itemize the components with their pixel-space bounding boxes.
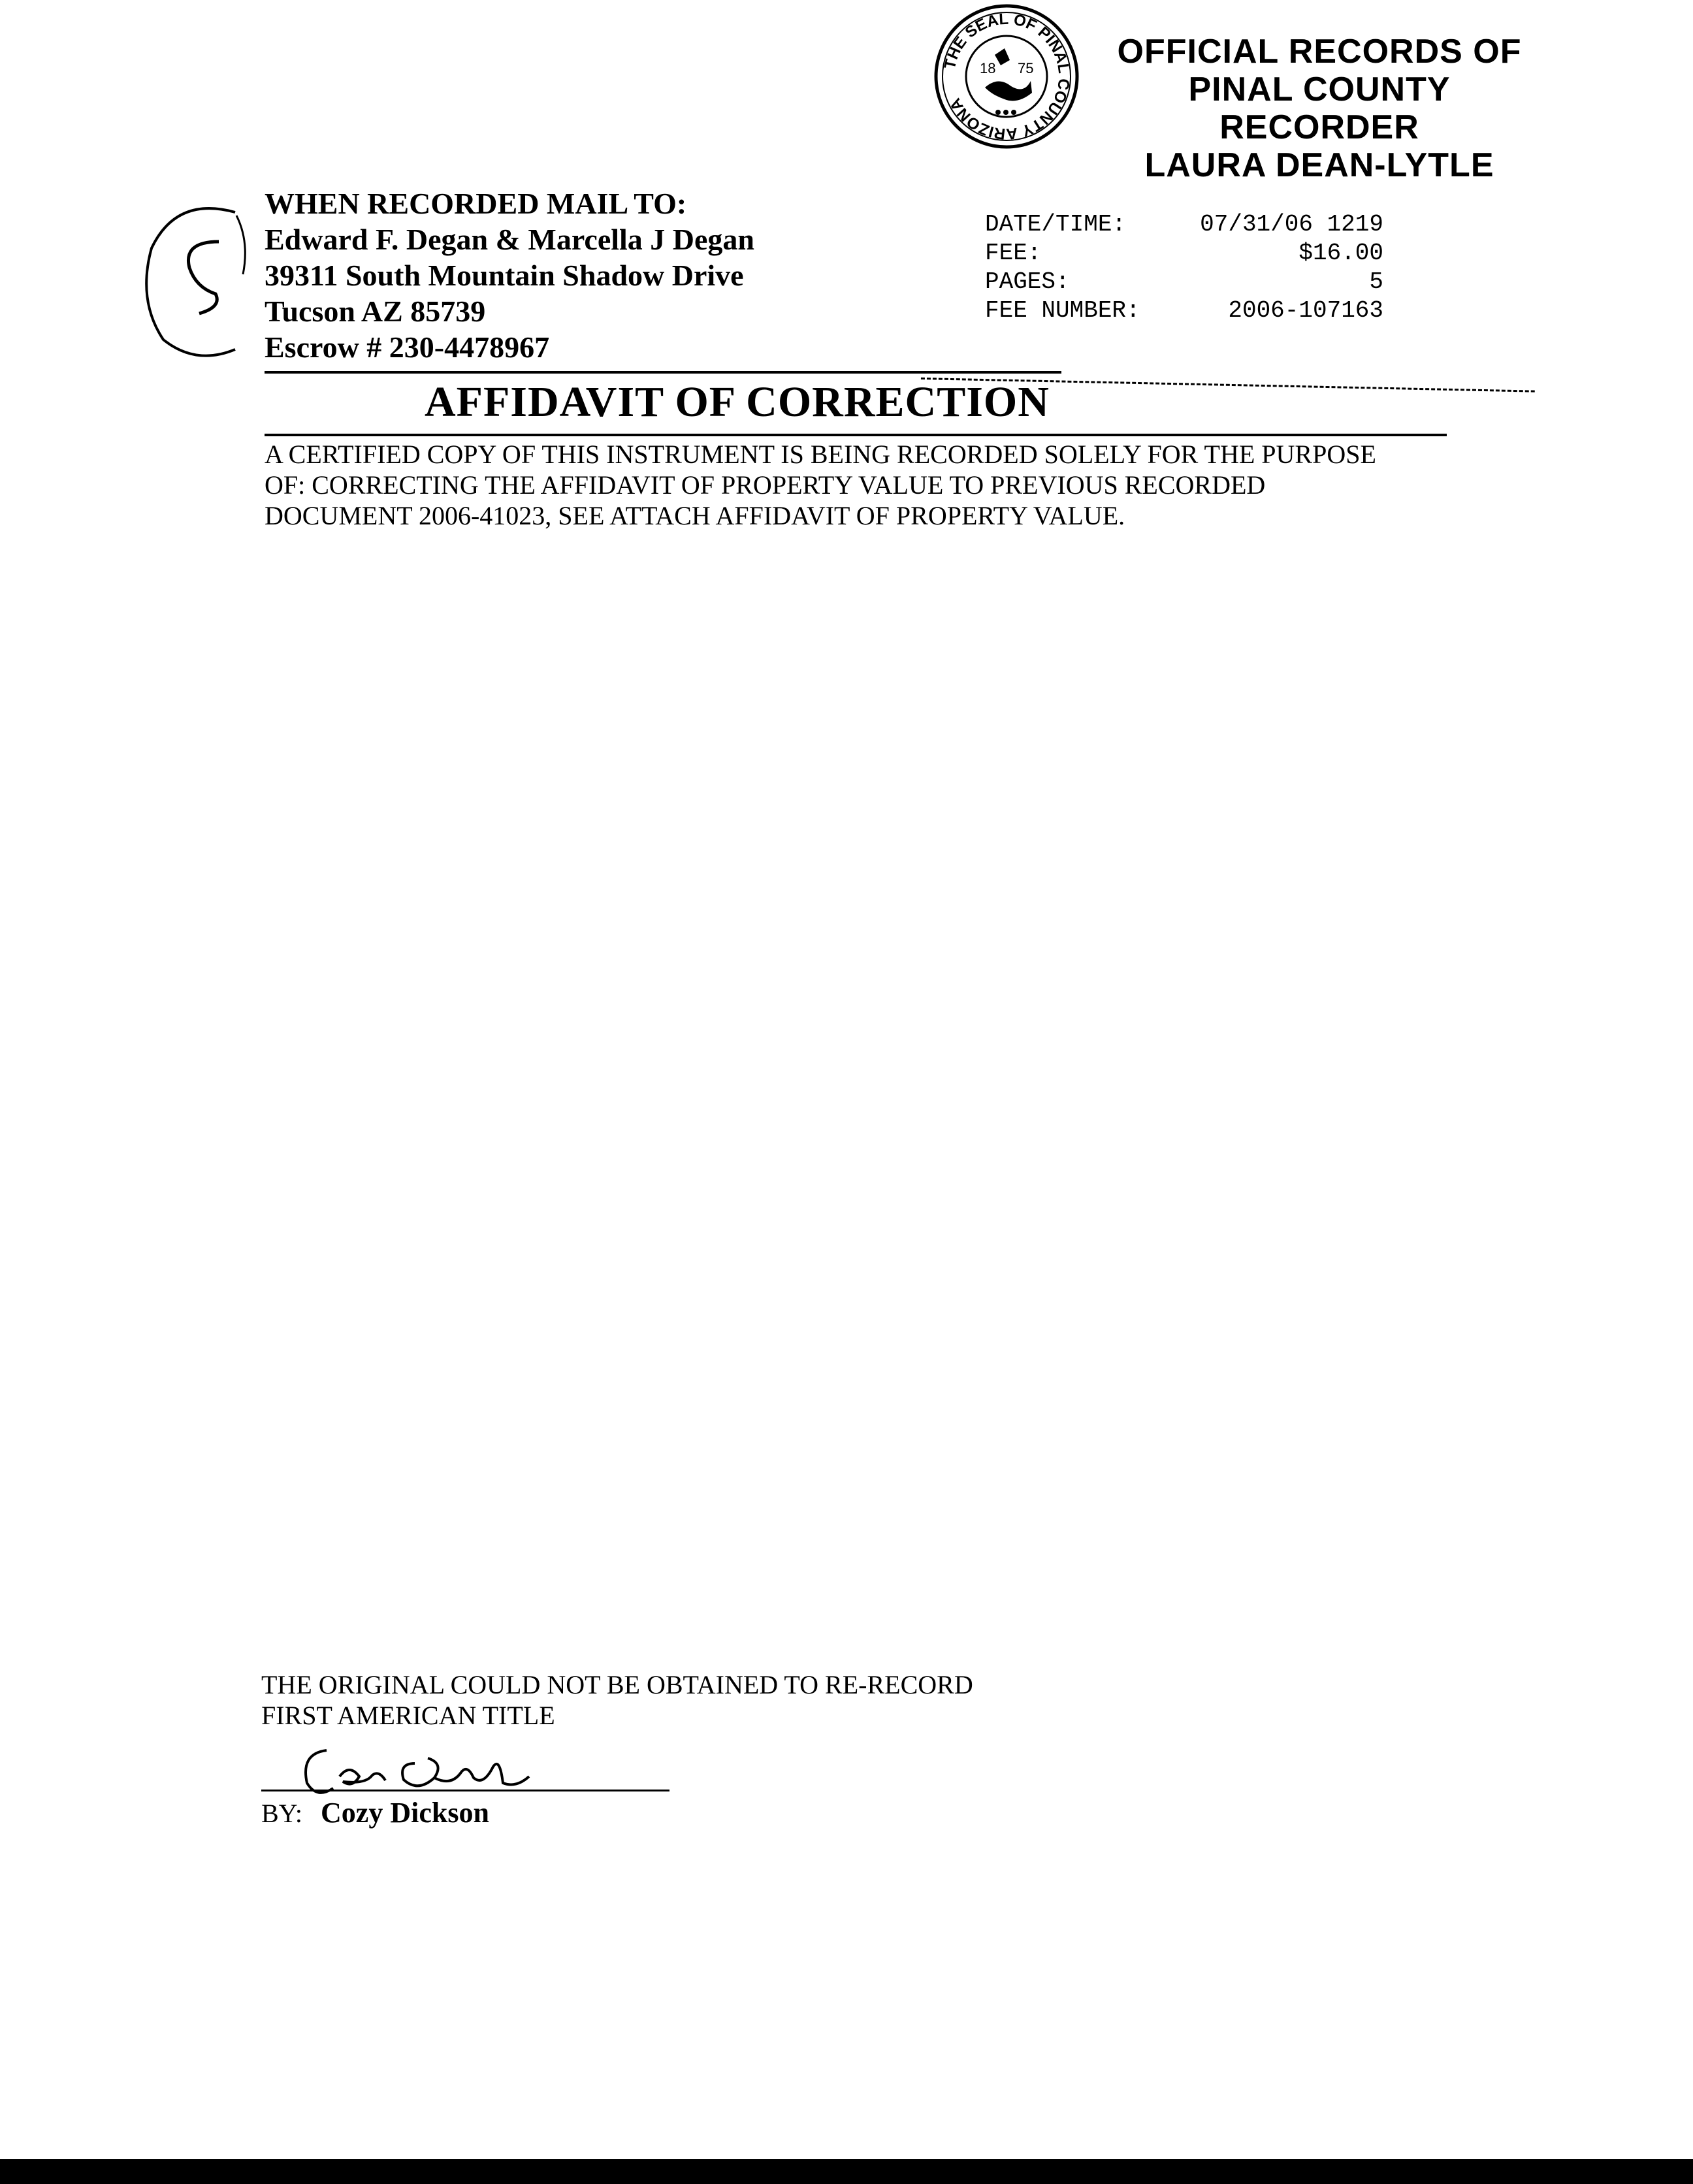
seal-ring-text: THE SEAL OF PINAL COUNTY ARIZONA [941,10,1073,143]
seal-icon [933,3,1080,150]
fee-number-label: FEE NUMBER: [985,297,1140,324]
document-title: AFFIDAVIT OF CORRECTION [425,378,1050,426]
lower-rule [265,434,1447,436]
mail-to-street: 39311 South Mountain Shadow Drive [265,259,744,292]
recording-info [985,210,1383,325]
signed-by [261,1797,784,1829]
handwritten-circle-icon [137,196,251,366]
document-body [265,439,1460,531]
fee-label: FEE: [985,240,1042,266]
signature-note-line-1: THE ORIGINAL COULD NOT BE OBTAINED TO RE-RECORD [261,1670,973,1699]
by-label: BY: [261,1799,303,1828]
signer-name: Cozy Dickson [321,1797,489,1829]
mail-to-block [265,185,918,365]
mail-to-heading: WHEN RECORDED MAIL TO: [265,187,687,220]
mail-to-city: Tucson AZ 85739 [265,295,486,328]
seal-year-right: 75 [1018,60,1034,76]
handwritten-page-mark [137,196,251,366]
fee-row [985,239,1383,268]
county-seal [933,3,1080,150]
signature-line [261,1790,669,1791]
upper-rule [265,371,1061,374]
body-line-3: DOCUMENT 2006-41023, SEE ATTACH AFFIDAVIT OF PROPERTY VALUE. [265,501,1125,530]
body-line-2: OF: CORRECTING THE AFFIDAVIT OF PROPERTY VALUE TO PREVIOUS RECORDED [265,470,1266,500]
recorder-line-3: LAURA DEAN-LYTLE [1144,146,1494,184]
pages-row [985,268,1383,297]
svg-text:THE SEAL OF PINAL COUNTY ARIZO [941,10,1072,143]
mail-to-name: Edward F. Degan & Marcella J Degan [265,223,755,256]
fee-number-value: 2006-107163 [1228,297,1383,324]
scan-edge-bar [0,2159,1693,2184]
recorder-line-2: PINAL COUNTY RECORDER [1188,71,1451,146]
signature-note [261,1669,1110,1731]
date-time-label: DATE/TIME: [985,211,1127,238]
recorder-line-1: OFFICIAL RECORDS OF [1117,33,1522,71]
fee-number-row [985,297,1383,325]
fee-value: $16.00 [1298,240,1383,266]
mail-to-escrow: Escrow # 230-4478967 [265,330,550,364]
body-line-1: A CERTIFIED COPY OF THIS INSTRUMENT IS BEING RECORDED SOLELY FOR THE PURPOSE [265,440,1376,469]
pages-value: 5 [1369,268,1383,295]
date-time-row [985,210,1383,239]
signature-note-line-2: FIRST AMERICAN TITLE [261,1701,555,1730]
recorder-header [1097,33,1541,184]
date-time-value: 07/31/06 1219 [1200,211,1383,238]
seal-year-left: 18 [980,60,996,76]
pages-label: PAGES: [985,268,1070,295]
